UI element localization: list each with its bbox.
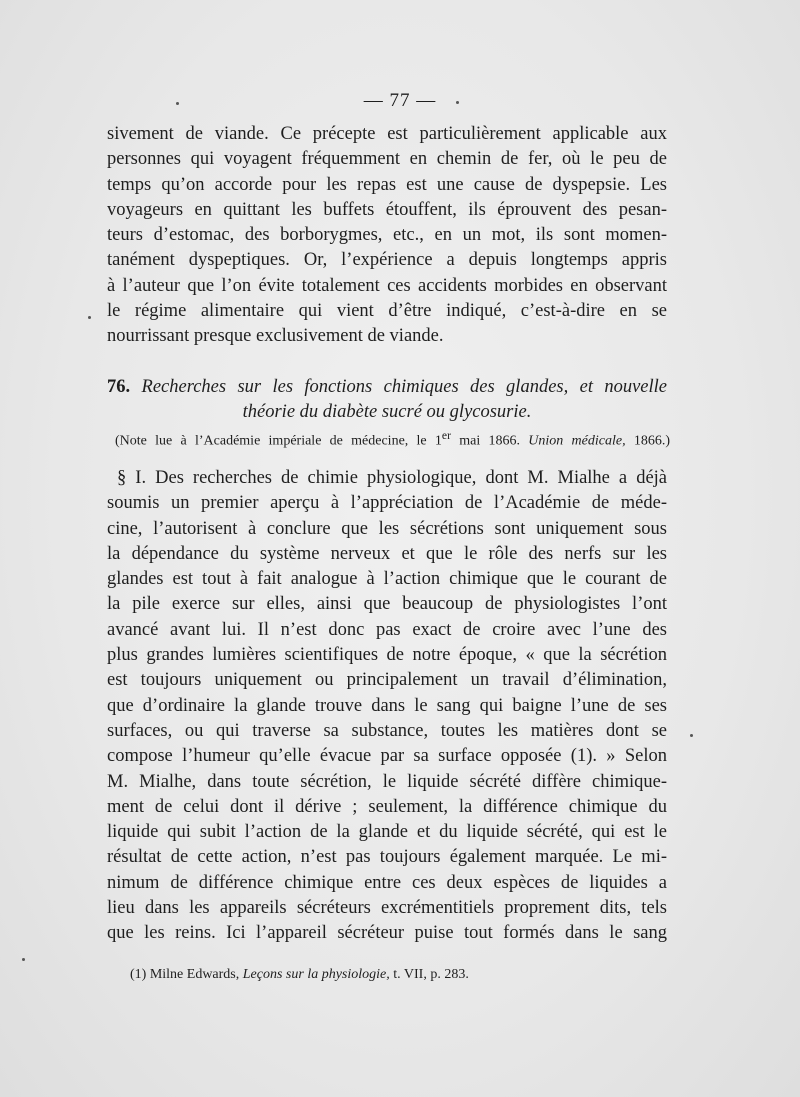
text-line: temps qu’on accorde pour les repas est une cause de dyspepsie. Les	[107, 174, 667, 195]
text-line: compose l’humeur qu’elle évacue par sa surface opposée (1). » Selon	[107, 746, 667, 767]
heading-title-part-2: théorie du diabète sucré ou glycosurie.	[242, 402, 532, 423]
text-line: la dépendance du système nerveux et que le rôle des nerfs sur les	[107, 543, 667, 564]
text-line: M. Mialhe, dans toute sécrétion, le liquide sécrété diffère chimique-	[107, 771, 667, 792]
text-line: teurs d’estomac, des borborygmes, etc., en un mot, ils sont momen-	[107, 225, 667, 246]
text-line: plus grandes lumières scientifiques de notre époque, « que la sécrétion	[107, 645, 667, 666]
text-line: que d’ordinaire la glande trouve dans le sang qui baigne l’une de ses	[107, 695, 667, 716]
text-line: résultat de cette action, n’est pas toujours également marquée. Le mi-	[107, 847, 667, 868]
text-line: surfaces, ou qui traverse sa substance, toutes les matières dont se	[107, 720, 667, 741]
text-line: est toujours uniquement ou principalement un travail d’élimination,	[107, 670, 667, 691]
heading-title-part-1: Recherches sur les fonctions chimiques des glandes, et nouvelle	[141, 377, 668, 397]
print-speck	[690, 734, 693, 737]
print-speck	[456, 101, 459, 104]
paragraph-continuation	[107, 122, 667, 350]
text-line: voyageurs en quittant les buffets étouffent, ils éprouvent des pesan-	[107, 199, 667, 220]
text-line: nimum de différence chimique entre ces deux espèces de liquides a	[107, 872, 667, 893]
footnote-book: Leçons sur la physiologie,	[242, 967, 390, 982]
print-speck	[176, 102, 179, 105]
note-text-middle: mai 1866.	[450, 433, 529, 449]
note-superscript: er	[441, 429, 451, 442]
text-line: tanément dyspeptiques. Or, l’expérience a depuis longtemps appris	[107, 250, 667, 271]
text-line: cine, l’autorisent à conclure que les sécrétions sont uniquement sous	[107, 518, 667, 539]
text-line: sivement de viande. Ce précepte est particulièrement applicable aux	[107, 124, 667, 144]
publication-note	[115, 426, 670, 452]
text-line: soumis un premier aperçu à l’appréciation de l’Académie de méde-	[107, 493, 667, 514]
text-line: le régime alimentaire qui vient d’être indiqué, c’est-à-dire en se	[107, 301, 667, 322]
print-speck	[22, 958, 25, 961]
text-line: § I. Des recherches de chimie physiologique, dont M. Mialhe a déjà	[117, 468, 667, 488]
footnote	[130, 965, 469, 985]
footnote-ref: t. VII, p. 283.	[393, 967, 469, 982]
section-number: 76.	[107, 377, 131, 397]
text-line: avancé avant lui. Il n’est donc pas exact de croire avec l’une des	[107, 619, 667, 640]
text-line: ment de celui dont il dérive ; seulement, la différence chimique du	[107, 796, 667, 817]
text-line: liquide qui subit l’action de la glande et du liquide sécrété, qui est le	[107, 822, 667, 843]
section-heading	[107, 375, 667, 426]
heading-line-1	[107, 375, 667, 400]
text-line: la pile exerce sur elles, ainsi que beaucoup de physiologistes l’ont	[107, 594, 667, 615]
page-number: — 77 —	[363, 90, 437, 111]
footnote-marker: (1) Milne Edwards,	[130, 967, 240, 982]
text-line: nourrissant presque exclusivement de viande.	[107, 326, 444, 347]
text-line: glandes est tout à fait analogue à l’action chimique que le courant de	[107, 569, 667, 590]
text-line: à l’auteur que l’on évite totalement ces accidents morbides en observant	[107, 275, 667, 296]
note-text-after: 1866.)	[625, 433, 671, 449]
note-journal: Union médicale,	[528, 433, 626, 449]
text-line: que les reins. Ici l’appareil sécréteur puise tout formés dans le sang	[107, 923, 667, 944]
paragraph-section-1	[107, 466, 667, 947]
note-text-before: (Note lue à l’Académie impériale de médecine, le 1	[115, 433, 442, 449]
text-line: lieu dans les appareils sécréteurs excrémentitiels proprement dits, tels	[107, 898, 667, 919]
print-speck	[88, 316, 91, 319]
text-line: personnes qui voyagent fréquemment en chemin de fer, où le peu de	[107, 149, 667, 170]
